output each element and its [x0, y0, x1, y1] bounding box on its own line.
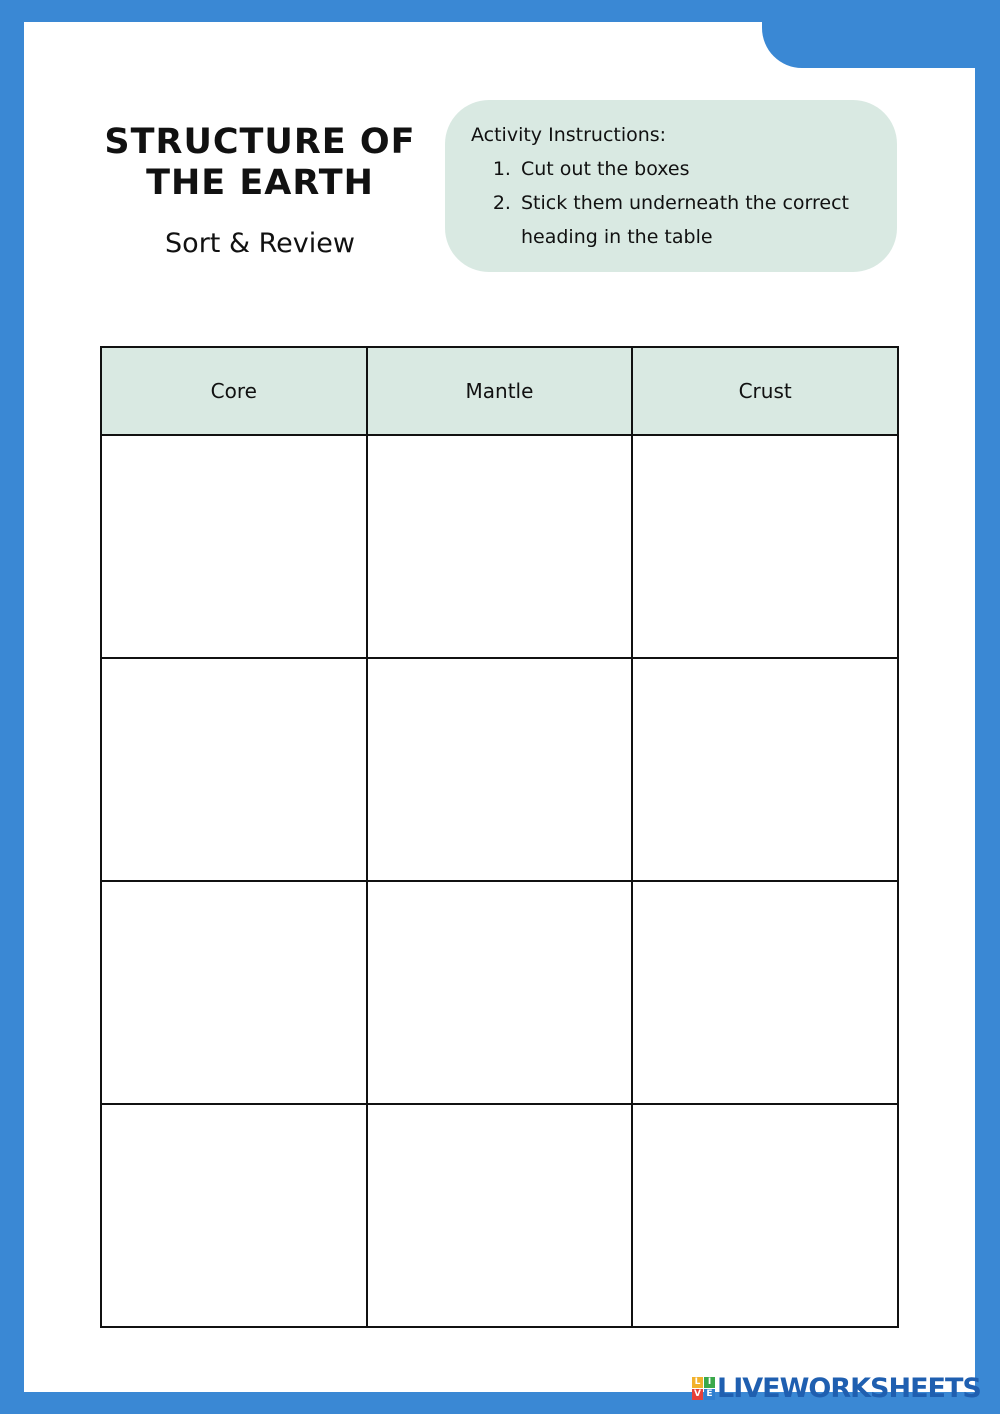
- column-header-core: Core: [101, 347, 367, 435]
- drop-cell[interactable]: [632, 881, 898, 1104]
- drop-cell[interactable]: [367, 658, 633, 881]
- drop-cell[interactable]: [367, 435, 633, 658]
- logo-letter-i: I: [704, 1377, 715, 1388]
- page-title: [90, 122, 430, 204]
- drop-cell[interactable]: [632, 658, 898, 881]
- instructions-list: [471, 152, 871, 254]
- logo-letter-v: V: [692, 1389, 703, 1400]
- table-header-row: [101, 347, 898, 435]
- title-line-2: THE EARTH: [146, 163, 374, 203]
- brand-name: LIVEWORKSHEETS: [717, 1372, 981, 1404]
- sorting-table: [100, 346, 899, 1328]
- column-header-crust: Crust: [632, 347, 898, 435]
- table-row: [101, 658, 898, 881]
- instruction-step: 1. Cut out the boxes: [517, 152, 871, 186]
- table-row: [101, 881, 898, 1104]
- page-subtitle: Sort & Review: [165, 228, 355, 259]
- table-row: [101, 1104, 898, 1327]
- logo-letter-e: E: [704, 1389, 715, 1400]
- instructions-heading: Activity Instructions:: [471, 124, 667, 146]
- drop-cell[interactable]: [101, 435, 367, 658]
- table-row: [101, 435, 898, 658]
- drop-cell[interactable]: [101, 658, 367, 881]
- drop-cell[interactable]: [367, 881, 633, 1104]
- title-line-1: STRUCTURE OF: [104, 122, 416, 162]
- liveworksheets-logo: [692, 1372, 981, 1404]
- instruction-step: 2. Stick them underneath the correct heading in the table: [517, 186, 871, 254]
- drop-cell[interactable]: [632, 1104, 898, 1327]
- logo-letter-l: L: [692, 1377, 703, 1388]
- column-header-mantle: Mantle: [367, 347, 633, 435]
- drop-cell[interactable]: [367, 1104, 633, 1327]
- live-logo-icon: [692, 1377, 715, 1400]
- drop-cell[interactable]: [101, 1104, 367, 1327]
- drop-cell[interactable]: [101, 881, 367, 1104]
- corner-tab: [762, 0, 976, 68]
- instructions-box: [445, 100, 897, 272]
- drop-cell[interactable]: [632, 435, 898, 658]
